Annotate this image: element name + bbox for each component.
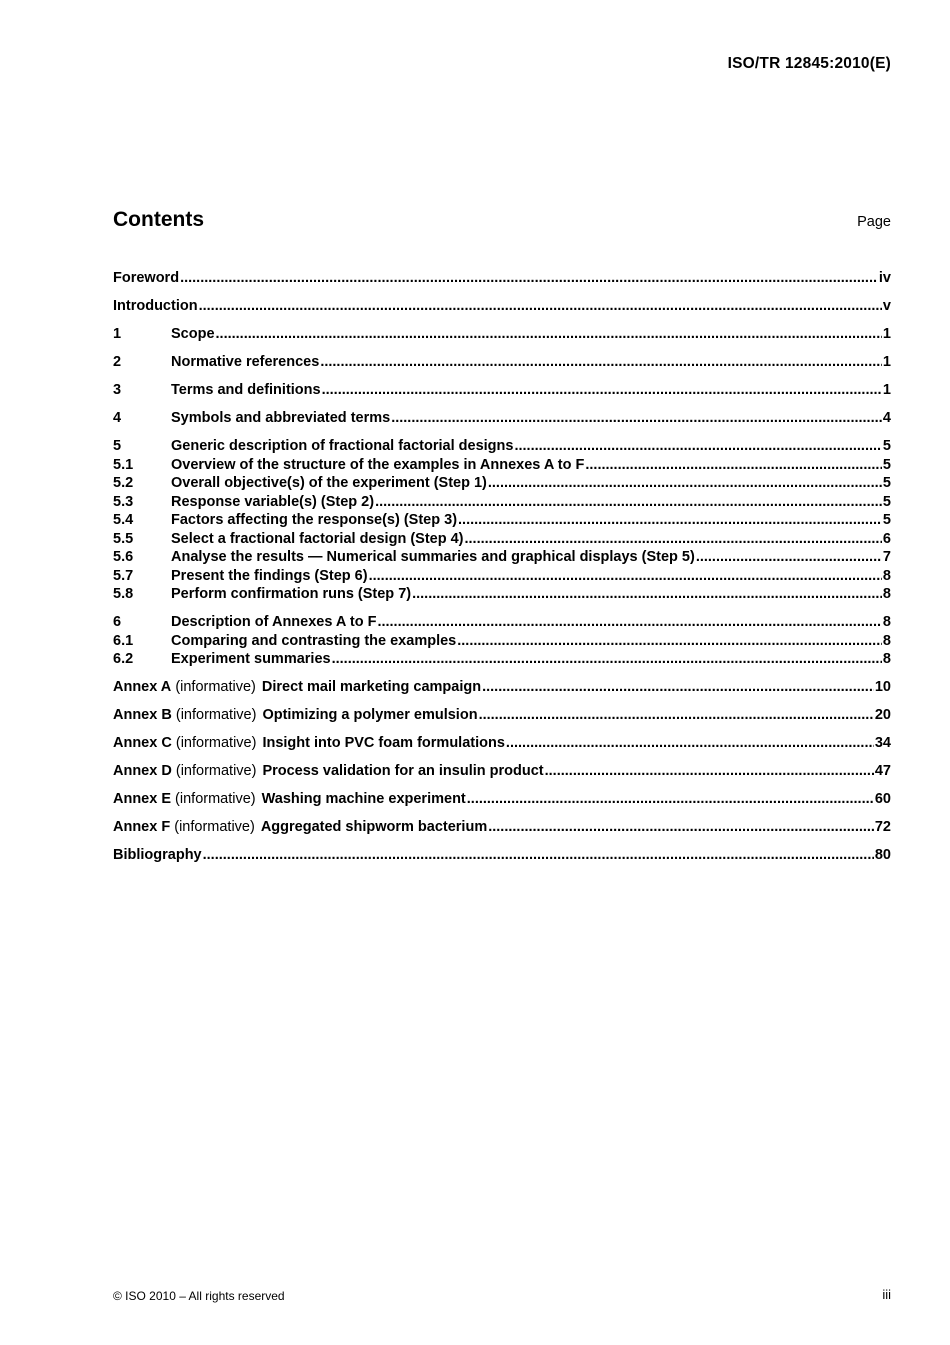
toc-entry-page: 8 bbox=[882, 586, 891, 602]
toc-entry-page: 1 bbox=[882, 354, 891, 370]
toc-entry-title: Select a fractional factorial design (Step 4) bbox=[171, 530, 464, 547]
dot-leader bbox=[482, 678, 874, 697]
toc-entry-title: Washing machine experiment bbox=[261, 791, 466, 807]
toc-entry-2[interactable] bbox=[113, 353, 891, 372]
toc-entry-page: 10 bbox=[874, 679, 891, 695]
toc-entry-page: 8 bbox=[882, 567, 891, 584]
toc-entry-1[interactable] bbox=[113, 325, 891, 344]
annex-label: Annex A bbox=[113, 679, 172, 695]
toc-entry-title: Optimizing a polymer emulsion bbox=[262, 707, 478, 723]
toc-entry-foreword[interactable] bbox=[113, 269, 891, 288]
toc-entry-introduction[interactable] bbox=[113, 297, 891, 316]
toc-entry-5-3[interactable] bbox=[113, 493, 891, 512]
dot-leader bbox=[585, 456, 882, 475]
annex-type: (informative) bbox=[175, 707, 257, 723]
toc-entry-number: 5.2 bbox=[113, 475, 134, 491]
toc-entry-title: Scope bbox=[171, 326, 215, 342]
toc-entry-annex-d[interactable] bbox=[113, 762, 891, 781]
toc-entry-number: 5.5 bbox=[113, 530, 134, 547]
toc-entry-title: Aggregated shipworm bacterium bbox=[260, 819, 488, 835]
dot-leader bbox=[369, 567, 882, 586]
toc-entry-page: 80 bbox=[874, 847, 891, 863]
dot-leader bbox=[320, 353, 882, 372]
toc-entry-title: Normative references bbox=[171, 354, 320, 370]
toc-entry-number: 5.1 bbox=[113, 456, 134, 473]
toc-entry-title: Foreword bbox=[113, 270, 180, 286]
toc-entry-5-4[interactable] bbox=[113, 511, 891, 530]
toc-entry-page: 34 bbox=[874, 735, 891, 751]
contents-title: Contents bbox=[113, 208, 204, 231]
dot-leader bbox=[465, 530, 882, 549]
toc-entry-5-5[interactable] bbox=[113, 530, 891, 549]
toc-entry-number: 6.2 bbox=[113, 651, 134, 667]
toc-entry-title: Overall objective(s) of the experiment (Step 1) bbox=[171, 475, 487, 491]
toc-entry-page: 5 bbox=[882, 438, 891, 454]
toc-entry-annex-f[interactable] bbox=[113, 818, 891, 837]
dot-leader bbox=[199, 297, 882, 316]
toc-entry-page: 60 bbox=[874, 791, 891, 807]
toc-entry-5-7[interactable] bbox=[113, 567, 891, 586]
page-column-label: Page bbox=[857, 214, 891, 230]
toc-entry-page: 47 bbox=[874, 763, 891, 779]
contents-heading-row bbox=[113, 208, 891, 232]
annex-label: Annex E bbox=[113, 791, 172, 807]
annex-label: Annex C bbox=[113, 735, 172, 751]
toc-entry-number: 5.3 bbox=[113, 493, 134, 510]
toc-entry-page: 1 bbox=[882, 326, 891, 342]
toc-entry-title: Analyse the results — Numerical summaries and graphical displays (Step 5) bbox=[171, 549, 695, 565]
annex-type: (informative) bbox=[175, 679, 256, 695]
toc-entry-4[interactable] bbox=[113, 409, 891, 428]
toc-entry-number: 5.8 bbox=[113, 586, 134, 602]
toc-entry-page: 5 bbox=[882, 512, 891, 528]
toc-entry-title: Comparing and contrasting the examples bbox=[171, 632, 457, 649]
toc-entry-title: Factors affecting the response(s) (Step 3) bbox=[171, 512, 458, 528]
document-id: ISO/TR 12845:2010(E) bbox=[727, 55, 891, 72]
dot-leader bbox=[377, 613, 881, 632]
toc-entry-number: 5.6 bbox=[113, 549, 134, 565]
dot-leader bbox=[375, 493, 882, 512]
toc-entry-page: 8 bbox=[882, 651, 891, 667]
toc-entry-page: 5 bbox=[882, 456, 891, 473]
toc-entry-title: Symbols and abbreviated terms bbox=[171, 410, 391, 426]
dot-leader bbox=[514, 437, 881, 456]
toc-entry-annex-b[interactable] bbox=[113, 706, 891, 725]
dot-leader bbox=[488, 474, 882, 493]
toc-entry-number: 2 bbox=[113, 354, 122, 370]
toc-entry-title: Bibliography bbox=[113, 847, 202, 863]
toc-entry-number: 1 bbox=[113, 326, 122, 342]
dot-leader bbox=[412, 585, 882, 604]
toc-entry-title: Description of Annexes A to F bbox=[171, 614, 377, 630]
toc-entry-title: Generic description of fractional factorial designs bbox=[171, 438, 514, 454]
toc-entry-page: 20 bbox=[874, 707, 891, 723]
toc-entry-annex-a[interactable] bbox=[113, 678, 891, 697]
toc-entry-6-1[interactable] bbox=[113, 632, 891, 651]
toc-entry-annex-c[interactable] bbox=[113, 734, 891, 753]
toc-entry-page: 4 bbox=[882, 410, 891, 426]
toc-entry-page: iv bbox=[878, 270, 891, 286]
toc-entry-3[interactable] bbox=[113, 381, 891, 400]
toc-entry-title: Experiment summaries bbox=[171, 651, 331, 667]
toc-entry-title: Introduction bbox=[113, 298, 198, 314]
toc-entry-6[interactable] bbox=[113, 613, 891, 632]
dot-leader bbox=[479, 706, 874, 725]
annex-type: (informative) bbox=[174, 819, 255, 835]
toc-entry-number: 5.4 bbox=[113, 512, 134, 528]
dot-leader bbox=[545, 762, 874, 781]
annex-type: (informative) bbox=[175, 735, 257, 751]
dot-leader bbox=[203, 846, 874, 865]
toc-entry-annex-e[interactable] bbox=[113, 790, 891, 809]
toc-entry-number: 5 bbox=[113, 438, 122, 454]
annex-label: Annex D bbox=[113, 763, 172, 779]
toc-entry-number: 4 bbox=[113, 410, 122, 426]
toc-entry-title: Present the findings (Step 6) bbox=[171, 567, 368, 584]
toc-entry-title: Terms and definitions bbox=[171, 382, 321, 398]
toc-entry-5-2[interactable] bbox=[113, 474, 891, 493]
dot-leader bbox=[506, 734, 874, 753]
annex-type: (informative) bbox=[175, 763, 257, 779]
dot-leader bbox=[180, 269, 878, 288]
toc-entry-page: 8 bbox=[882, 632, 891, 649]
annex-label: Annex B bbox=[113, 707, 172, 723]
toc-entry-title: Process validation for an insulin product bbox=[262, 763, 544, 779]
dot-leader bbox=[216, 325, 882, 344]
copyright-notice: © ISO 2010 – All rights reserved bbox=[113, 1289, 285, 1303]
toc-entry-title: Response variable(s) (Step 2) bbox=[171, 493, 375, 510]
annex-label: Annex F bbox=[113, 819, 171, 835]
toc-entry-number: 5.7 bbox=[113, 567, 134, 584]
toc-entry-title: Direct mail marketing campaign bbox=[261, 679, 482, 695]
toc-entry-5[interactable] bbox=[113, 437, 891, 456]
dot-leader bbox=[391, 409, 882, 428]
dot-leader bbox=[458, 511, 882, 530]
toc-entry-title: Perform confirmation runs (Step 7) bbox=[171, 586, 412, 602]
toc-entry-page: 6 bbox=[882, 530, 891, 547]
toc-entry-title: Overview of the structure of the examples in Annexes A to F bbox=[171, 456, 585, 473]
toc-entry-page: 5 bbox=[882, 475, 891, 491]
page-number: iii bbox=[882, 1287, 891, 1302]
dot-leader bbox=[457, 632, 882, 651]
toc-entry-page: 5 bbox=[882, 493, 891, 510]
dot-leader bbox=[467, 790, 874, 809]
toc-entry-number: 3 bbox=[113, 382, 122, 398]
toc-entry-6-2[interactable] bbox=[113, 650, 891, 669]
toc-entry-page: 1 bbox=[882, 382, 891, 398]
toc-entry-5-6[interactable] bbox=[113, 548, 891, 567]
dot-leader bbox=[332, 650, 882, 669]
table-of-contents bbox=[113, 269, 891, 865]
toc-entry-page: 8 bbox=[882, 614, 891, 630]
toc-entry-number: 6.1 bbox=[113, 632, 134, 649]
toc-entry-5-1[interactable] bbox=[113, 456, 891, 475]
toc-entry-5-8[interactable] bbox=[113, 585, 891, 604]
toc-entry-bibliography[interactable] bbox=[113, 846, 891, 865]
dot-leader bbox=[696, 548, 882, 567]
toc-entry-page: 72 bbox=[874, 819, 891, 835]
dot-leader bbox=[322, 381, 882, 400]
dot-leader bbox=[488, 818, 874, 837]
toc-entry-page: 7 bbox=[882, 549, 891, 565]
annex-type: (informative) bbox=[175, 791, 256, 807]
toc-entry-number: 6 bbox=[113, 614, 122, 630]
toc-entry-page: v bbox=[882, 298, 891, 314]
toc-entry-title: Insight into PVC foam formulations bbox=[262, 735, 505, 751]
